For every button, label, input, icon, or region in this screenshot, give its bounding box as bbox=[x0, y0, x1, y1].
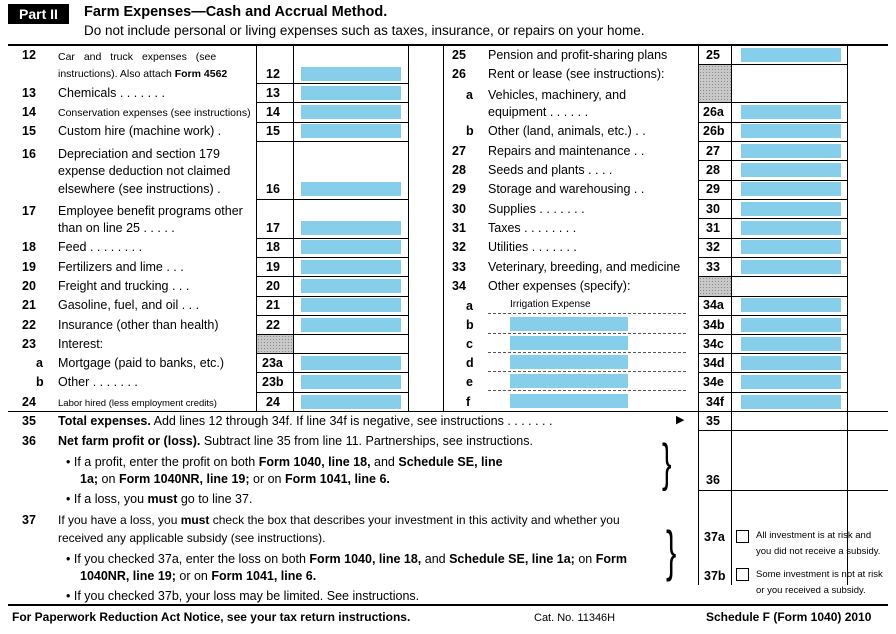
line-17-number: 17 bbox=[22, 204, 36, 218]
line-20-input[interactable] bbox=[301, 279, 401, 293]
line-23a-input[interactable] bbox=[301, 356, 401, 370]
section-title: Farm Expenses—Cash and Accrual Method. bbox=[84, 4, 388, 20]
line-22-label: Insurance (other than health) bbox=[58, 318, 219, 332]
line-32-input[interactable] bbox=[741, 240, 841, 254]
line-30-number: 30 bbox=[452, 202, 466, 216]
line-22-input[interactable] bbox=[301, 318, 401, 332]
line-37-label: If you have a loss, you must check the box that describes your investment in this activity and whether you bbox=[58, 513, 620, 527]
brace-36-icon: } bbox=[662, 434, 672, 492]
line-32-label: Utilities . . . . . . . bbox=[488, 240, 577, 254]
line-30-input[interactable] bbox=[741, 202, 841, 216]
line-34b-letter: b bbox=[466, 318, 474, 332]
line-37a-text: All investment is at risk and bbox=[756, 530, 872, 541]
line-25-input[interactable] bbox=[741, 48, 841, 62]
line-37-number: 37 bbox=[22, 513, 36, 527]
line-14-label: Conservation expenses (see instructions) bbox=[58, 107, 251, 119]
line-36-box: 36 bbox=[706, 473, 720, 487]
line-33-label: Veterinary, breeding, and medicine bbox=[488, 260, 681, 274]
line-18-number: 18 bbox=[22, 240, 36, 254]
line-36-label: Net farm profit or (loss). Subtract line 35 from line 11. Partnerships, see instructions. bbox=[58, 434, 533, 448]
line-13-label: Chemicals . . . . . . . bbox=[58, 86, 165, 100]
line-34b-box: 34b bbox=[703, 318, 725, 332]
line-37-bullet-1-cont: 1040NR, line 19; or on Form 1041, line 6. bbox=[80, 569, 317, 583]
line-31-label: Taxes . . . . . . . . bbox=[488, 221, 577, 235]
line-34a-description[interactable]: Irrigation Expense bbox=[510, 299, 591, 310]
line-21-input[interactable] bbox=[301, 298, 401, 312]
line-16-input[interactable] bbox=[301, 182, 401, 196]
line-23b-label: Other . . . . . . . bbox=[58, 375, 138, 389]
line-24-input[interactable] bbox=[301, 395, 401, 409]
line-23a-box: 23a bbox=[262, 356, 283, 370]
line-26b-letter: b bbox=[466, 124, 474, 138]
line-34e-letter: e bbox=[466, 375, 473, 389]
footer-form-id: Schedule F (Form 1040) 2010 bbox=[706, 610, 872, 624]
line-21-number: 21 bbox=[22, 298, 36, 312]
line-26b-label: Other (land, animals, etc.) . . bbox=[488, 124, 646, 138]
line-34c-letter: c bbox=[466, 337, 473, 351]
line-37-bullet-1: • If you checked 37a, enter the loss on both Form 1040, line 18, and Schedule SE, line 1a; on Form bbox=[66, 552, 627, 566]
arrow-right-icon: ▶ bbox=[676, 414, 685, 426]
line-13-input[interactable] bbox=[301, 86, 401, 100]
line-37b-checkbox[interactable] bbox=[736, 568, 749, 581]
line-17-label: Employee benefit programs other bbox=[58, 204, 243, 218]
line-15-label: Custom hire (machine work) . bbox=[58, 124, 222, 138]
line-27-box: 27 bbox=[706, 144, 720, 158]
line-35-box: 35 bbox=[706, 414, 720, 428]
line-36-bullet-2: • If a loss, you must go to line 37. bbox=[66, 492, 253, 506]
line-16-box: 16 bbox=[266, 182, 280, 196]
line-16-label-2: expense deduction not claimed bbox=[58, 164, 231, 178]
line-26-label: Rent or lease (see instructions): bbox=[488, 67, 665, 81]
line-28-input[interactable] bbox=[741, 163, 841, 177]
line-12-input[interactable] bbox=[301, 67, 401, 81]
line-32-number: 32 bbox=[452, 240, 466, 254]
line-23a-label: Mortgage (paid to banks, etc.) bbox=[58, 356, 225, 370]
line-34b-input[interactable] bbox=[741, 318, 841, 332]
line-17-label-2: than on line 25 . . . . . bbox=[58, 221, 175, 235]
line-23-number: 23 bbox=[22, 337, 36, 351]
line-15-input[interactable] bbox=[301, 124, 401, 138]
line-24-box: 24 bbox=[266, 395, 280, 409]
line-18-box: 18 bbox=[266, 240, 280, 254]
line-33-box: 33 bbox=[706, 260, 720, 274]
line-34d-description-input[interactable] bbox=[510, 355, 628, 369]
line-23b-letter: b bbox=[36, 375, 44, 389]
line-14-box: 14 bbox=[266, 105, 280, 119]
section-subtitle: Do not include personal or living expenses such as taxes, insurance, or repairs on your home. bbox=[84, 23, 645, 38]
line-34-label: Other expenses (specify): bbox=[488, 279, 631, 293]
line-37b-text: Some investment is not at risk bbox=[756, 569, 883, 580]
line-34f-input[interactable] bbox=[741, 395, 841, 409]
line-22-number: 22 bbox=[22, 318, 36, 332]
line-15-box: 15 bbox=[266, 124, 280, 138]
line-30-label: Supplies . . . . . . . bbox=[488, 202, 585, 216]
line-16-number: 16 bbox=[22, 147, 36, 161]
line-18-label: Feed . . . . . . . . bbox=[58, 240, 143, 254]
line-14-input[interactable] bbox=[301, 105, 401, 119]
line-16-label: Depreciation and section 179 bbox=[58, 147, 220, 161]
line-25-box: 25 bbox=[706, 48, 720, 62]
line-20-number: 20 bbox=[22, 279, 36, 293]
line-13-number: 13 bbox=[22, 86, 36, 100]
line-36-bullet-1-cont: 1a; on Form 1040NR, line 19; or on Form 1041, line 6. bbox=[80, 472, 390, 486]
line-29-label: Storage and warehousing . . bbox=[488, 182, 645, 196]
line-28-number: 28 bbox=[452, 163, 466, 177]
line-37a-text-2: you did not receive a subsidy. bbox=[756, 546, 881, 557]
line-34e-box: 34e bbox=[703, 375, 724, 389]
line-29-input[interactable] bbox=[741, 182, 841, 196]
line-34a-letter: a bbox=[466, 299, 473, 313]
line-34d-letter: d bbox=[466, 356, 474, 370]
line-26b-input[interactable] bbox=[741, 124, 841, 138]
part-label: Part II bbox=[8, 4, 69, 24]
line-34f-letter: f bbox=[466, 395, 471, 409]
line-16-label-3: elsewhere (see instructions) . bbox=[58, 182, 221, 196]
line-34e-description-input[interactable] bbox=[510, 374, 628, 388]
line-12-label: Car and truck expenses (see bbox=[58, 51, 217, 63]
line-26-number: 26 bbox=[452, 67, 466, 81]
line-25-label: Pension and profit-sharing plans bbox=[488, 48, 668, 62]
line-12-label-2: instructions). Also attach Form 4562 bbox=[58, 68, 228, 80]
line-37a-label: 37a bbox=[704, 530, 725, 544]
line-20-label: Freight and trucking . . . bbox=[58, 279, 190, 293]
line-34a-box: 34a bbox=[703, 298, 724, 312]
line-20-box: 20 bbox=[266, 279, 280, 293]
line-34-number: 34 bbox=[452, 279, 466, 293]
line-34c-input[interactable] bbox=[741, 337, 841, 351]
line-12-box: 12 bbox=[266, 67, 280, 81]
line-33-input[interactable] bbox=[741, 260, 841, 274]
line-26a-input[interactable] bbox=[741, 105, 841, 119]
line-35-number: 35 bbox=[22, 414, 36, 428]
line-19-number: 19 bbox=[22, 260, 36, 274]
line-17-input[interactable] bbox=[301, 221, 401, 235]
line-25-number: 25 bbox=[452, 48, 466, 62]
line-36-bullet-1: • If a profit, enter the profit on both Form 1040, line 18, and Schedule SE, line bbox=[66, 455, 503, 469]
line-26a-label-2: equipment . . . . . . bbox=[488, 105, 589, 119]
line-23-label: Interest: bbox=[58, 337, 104, 351]
line-14-number: 14 bbox=[22, 105, 36, 119]
line-31-input[interactable] bbox=[741, 221, 841, 235]
line-12-number: 12 bbox=[22, 48, 36, 62]
line-34f-description-input[interactable] bbox=[510, 394, 628, 408]
line-34c-box: 34c bbox=[703, 337, 724, 351]
line-31-box: 31 bbox=[706, 221, 720, 235]
line-19-box: 19 bbox=[266, 260, 280, 274]
line-27-input[interactable] bbox=[741, 144, 841, 158]
line-17-box: 17 bbox=[266, 221, 280, 235]
line-23b-input[interactable] bbox=[301, 375, 401, 389]
line-18-input[interactable] bbox=[301, 240, 401, 254]
line-23b-box: 23b bbox=[262, 375, 284, 389]
line-27-number: 27 bbox=[452, 144, 466, 158]
line-15-number: 15 bbox=[22, 124, 36, 138]
line-35-label: Total expenses. Add lines 12 through 34f. If line 34f is negative, see instructions . . . . . . . bbox=[58, 414, 553, 428]
line-34c-description-input[interactable] bbox=[510, 336, 628, 350]
line-26b-box: 26b bbox=[703, 124, 725, 138]
line-21-label: Gasoline, fuel, and oil . . . bbox=[58, 298, 200, 312]
line-26a-box: 26a bbox=[703, 105, 724, 119]
line-37-bullet-2: • If you checked 37b, your loss may be limited. See instructions. bbox=[66, 589, 420, 603]
brace-37-icon: } bbox=[666, 519, 677, 582]
line-27-label: Repairs and maintenance . . bbox=[488, 144, 645, 158]
line-29-number: 29 bbox=[452, 182, 466, 196]
line-26a-letter: a bbox=[466, 88, 473, 102]
line-24-label: Labor hired (less employment credits) bbox=[58, 398, 217, 409]
line-34d-input[interactable] bbox=[741, 356, 841, 370]
line-37-label-2: received any applicable subsidy (see instructions). bbox=[58, 531, 326, 545]
line-19-label: Fertilizers and lime . . . bbox=[58, 260, 184, 274]
line-37b-text-2: or you received a subsidy. bbox=[756, 585, 866, 596]
line-26a-label: Vehicles, machinery, and bbox=[488, 88, 627, 102]
line-22-box: 22 bbox=[266, 318, 280, 332]
line-13-box: 13 bbox=[266, 86, 280, 100]
line-34a-input[interactable] bbox=[741, 298, 841, 312]
line-32-box: 32 bbox=[706, 240, 720, 254]
line-23a-letter: a bbox=[36, 356, 43, 370]
line-34d-box: 34d bbox=[703, 356, 725, 370]
line-34b-description-input[interactable] bbox=[510, 317, 628, 331]
line-37b-label: 37b bbox=[704, 569, 726, 583]
line-31-number: 31 bbox=[452, 221, 466, 235]
footer-notice: For Paperwork Reduction Act Notice, see your tax return instructions. bbox=[12, 610, 411, 624]
line-34f-box: 34f bbox=[706, 395, 725, 409]
footer-cat-no: Cat. No. 11346H bbox=[534, 612, 616, 624]
line-28-box: 28 bbox=[706, 163, 720, 177]
line-28-label: Seeds and plants . . . . bbox=[488, 163, 613, 177]
line-34e-input[interactable] bbox=[741, 375, 841, 389]
line-19-input[interactable] bbox=[301, 260, 401, 274]
line-30-box: 30 bbox=[706, 202, 720, 216]
line-37a-checkbox[interactable] bbox=[736, 530, 749, 543]
line-24-number: 24 bbox=[22, 395, 36, 409]
line-21-box: 21 bbox=[266, 298, 280, 312]
line-29-box: 29 bbox=[706, 182, 720, 196]
line-33-number: 33 bbox=[452, 260, 466, 274]
line-36-number: 36 bbox=[22, 434, 36, 448]
